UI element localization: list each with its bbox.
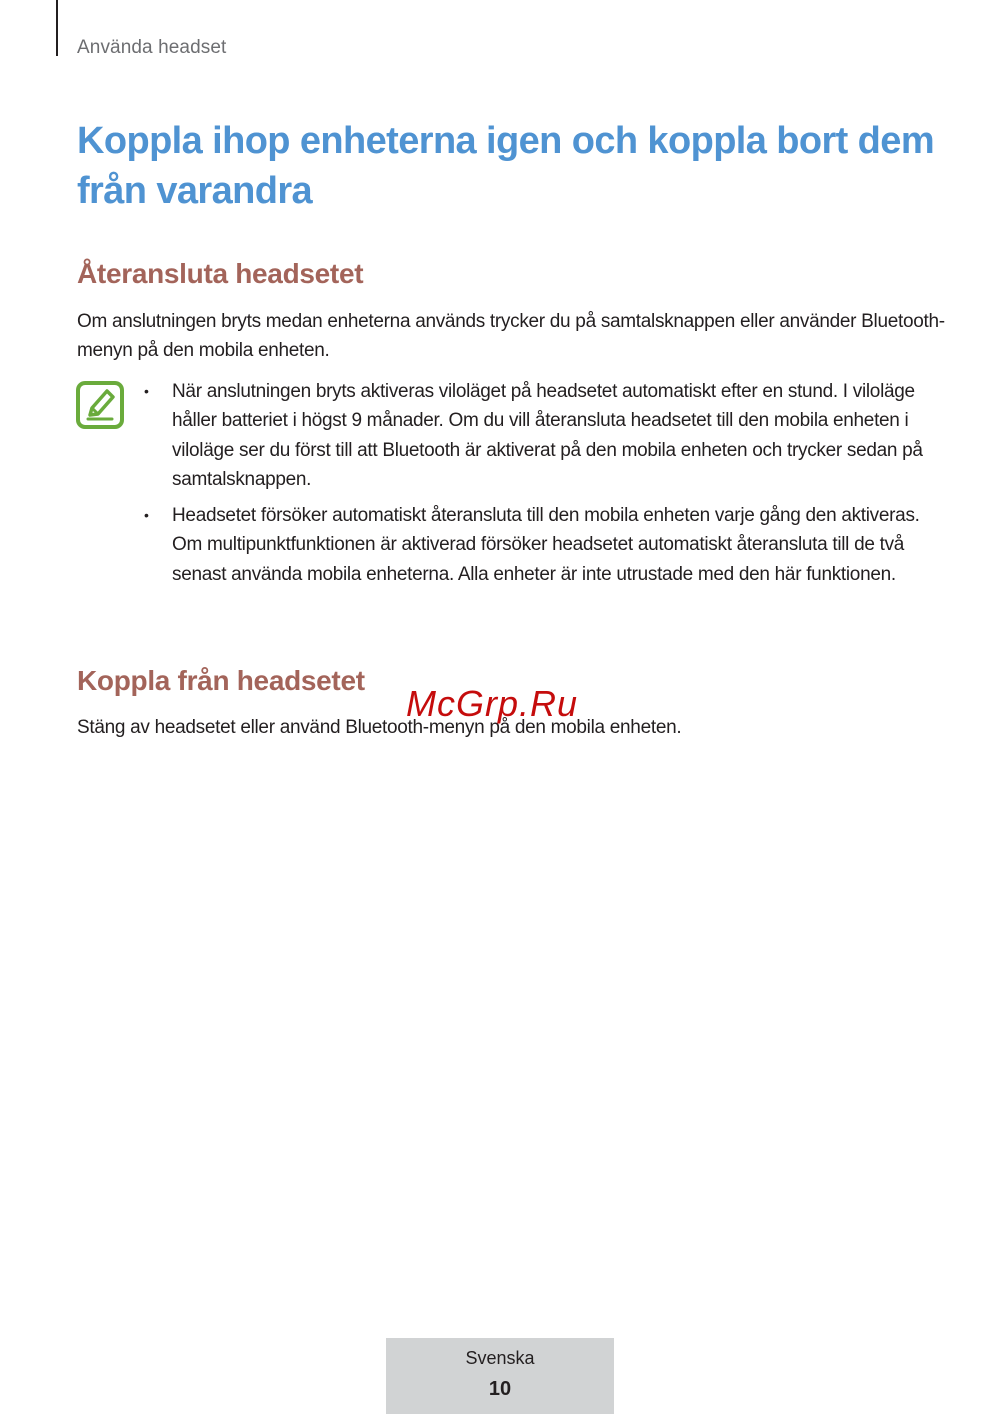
bullet-text: Headsetet försöker automatiskt återansluta till den mobila enheten varje gång den aktiveras. Om multipunktfunktionen är aktiverad försöker headsetet automatiskt återansluta till de två senast använda mobila enheterna. Alla enheter är inte utrustade med den här funktionen.: [172, 505, 920, 585]
bullet-icon: •: [144, 383, 149, 399]
section-text-disconnect: Stäng av headsetet eller använd Bluetooth-menyn på den mobila enheten.: [77, 717, 682, 738]
running-header: Använda headset: [77, 37, 227, 58]
section-heading-reconnect: Återansluta headsetet: [77, 258, 364, 289]
bullet-text: När anslutningen bryts aktiveras viloläget på headsetet automatiskt efter en stund. I viloläge håller batteriet i högst 9 månader. Om du vill återansluta headsetet till den mobila enheten i viloläge ser du först till att Bluetooth är aktiverat på den mobila enheten och trycker sedan på samtalsknappen.: [172, 381, 923, 490]
page-footer: [386, 1338, 614, 1414]
note-bullet-list: [140, 377, 940, 596]
bullet-icon: •: [144, 507, 149, 524]
note-pencil-icon: [76, 381, 124, 429]
section-heading-disconnect: Koppla från headsetet: [77, 665, 365, 696]
header-divider: [56, 0, 58, 56]
footer-language: Svenska: [465, 1348, 535, 1368]
watermark: McGrp.Ru: [406, 683, 579, 724]
list-item: [140, 501, 940, 589]
page-title: Koppla ihop enheterna igen och koppla bort dem från varandra: [77, 120, 935, 212]
list-item: [140, 377, 940, 494]
section-text-reconnect: Om anslutningen bryts medan enheterna används trycker du på samtalsknappen eller använder Bluetooth-menyn på den mobila enheten.: [77, 311, 945, 361]
page-number: 10: [488, 1378, 512, 1400]
